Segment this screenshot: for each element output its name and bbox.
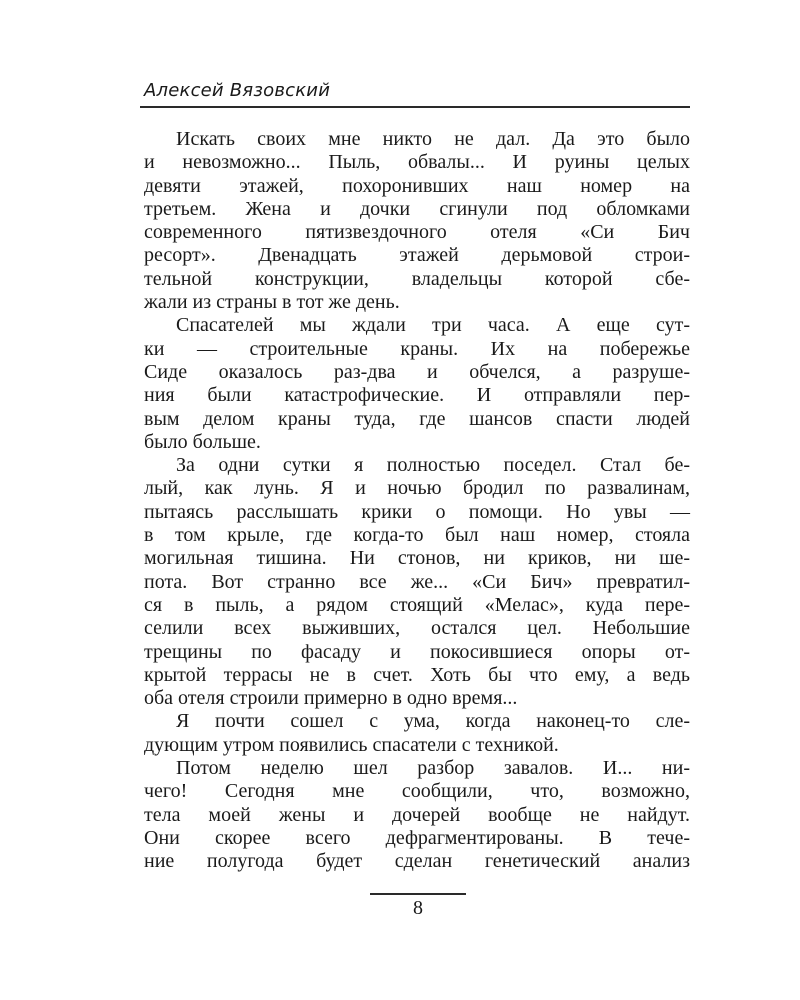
text-line: девяти этажей, похоронивших наш номер на	[144, 174, 690, 197]
page-number: 8	[413, 897, 423, 919]
text-line: чего! Сегодня мне сообщили, что, возможно,	[144, 780, 690, 803]
paragraph	[144, 314, 690, 454]
paragraph	[144, 128, 690, 314]
header-rule	[140, 106, 690, 108]
text-line: селили всех выживших, остался цел. Небольшие	[144, 617, 690, 640]
text-line: Сиде оказалось раз-два и обчелся, а разруше-	[144, 360, 690, 383]
text-line: трещины по фасаду и покосившиеся опоры от-	[144, 640, 690, 663]
text-line: оба отеля строили примерно в одно время...	[144, 687, 518, 710]
text-line: За одни сутки я полностью поседел. Стал бе-	[176, 454, 690, 477]
paragraph	[144, 454, 690, 710]
text-line: ся в пыль, а рядом стоящий «Мелас», куда пере-	[144, 593, 690, 616]
footer-rule	[370, 893, 466, 895]
text-line: ния были катастрофические. И отправляли пер-	[144, 384, 690, 407]
text-line: могильная тишина. Ни стонов, ни криков, ни ше-	[144, 547, 690, 570]
text-line: в том крыле, где когда-то был наш номер, стояла	[144, 524, 690, 547]
text-line: и невозможно... Пыль, обвалы... И руины целых	[144, 151, 690, 174]
text-line: третьем. Жена и дочки сгинули под обломками	[144, 197, 690, 220]
body-text	[144, 128, 690, 874]
text-line: жали из страны в тот же день.	[144, 291, 400, 314]
text-line: тела моей жены и дочерей вообще не найдут.	[144, 803, 690, 826]
text-line: пота. Вот странно все же... «Си Бич» превратил-	[144, 570, 690, 593]
text-line: современного пятизвездочного отеля «Си Бич	[144, 221, 690, 244]
text-line: тельной конструкции, владельцы которой сбе-	[144, 267, 690, 290]
text-line: ние полугода будет сделан генетический анализ	[144, 850, 690, 873]
text-line: было больше.	[144, 430, 261, 453]
text-line: лый, как лунь. Я и ночью бродил по развалинам,	[144, 477, 690, 500]
text-line: вым делом краны туда, где шансов спасти людей	[144, 407, 690, 430]
text-line: Спасателей мы ждали три часа. А еще сут-	[176, 314, 690, 337]
text-line: ресорт». Двенадцать этажей дерьмовой строи-	[144, 244, 690, 267]
running-head-author: Алексей Вязовский	[144, 80, 331, 101]
paragraph	[144, 710, 690, 757]
text-line: Я почти сошел с ума, когда наконец-то сле-	[176, 710, 690, 733]
text-line: Они скорее всего дефрагментированы. В тече-	[144, 826, 690, 849]
text-line: ки — строительные краны. Их на побережье	[144, 337, 690, 360]
text-line: крытой террасы не в счет. Хоть бы что ему, а ведь	[144, 663, 690, 686]
text-line: пытаясь расслышать крики о помощи. Но увы —	[144, 500, 690, 523]
paragraph	[144, 757, 690, 873]
text-line: Искать своих мне никто не дал. Да это было	[176, 128, 690, 150]
text-line: Потом неделю шел разбор завалов. И... ни-	[176, 757, 690, 780]
text-line: дующим утром появились спасатели с техникой.	[144, 733, 559, 756]
